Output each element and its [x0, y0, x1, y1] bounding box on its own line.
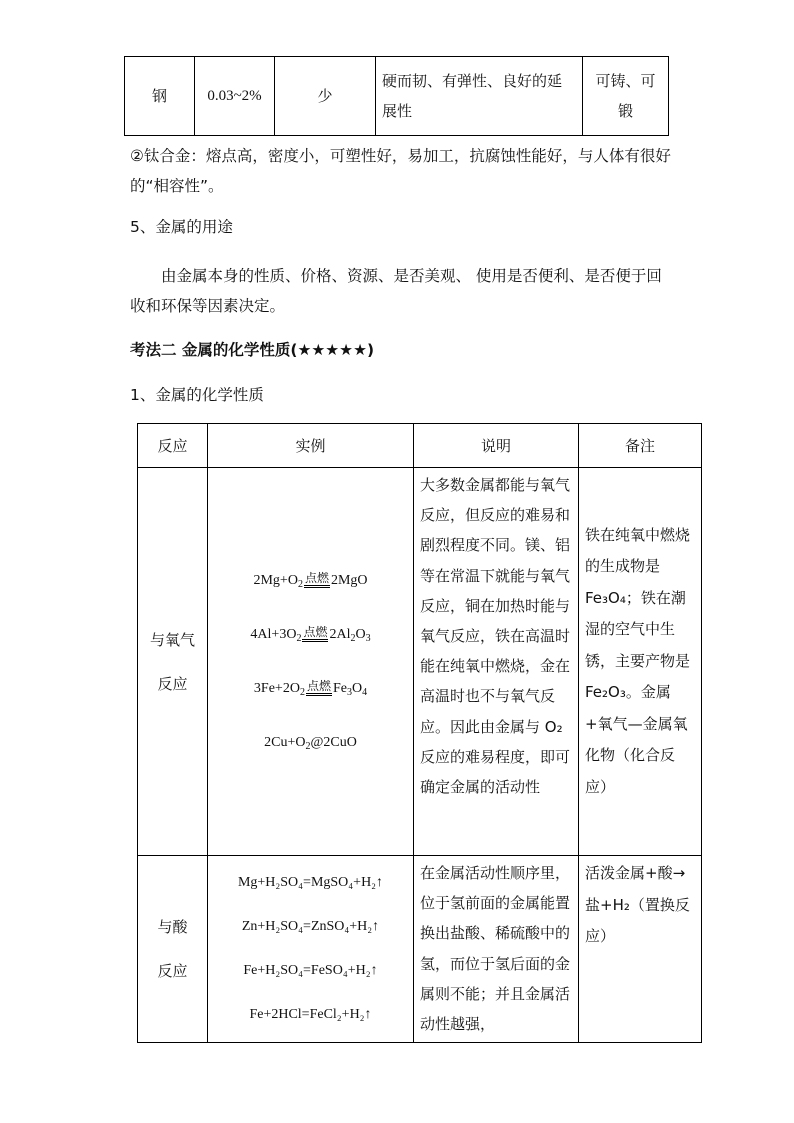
- table-row: [125, 57, 669, 136]
- description: 大多数金属都能与氧气反应，但反应的难易和剧烈程度不同。镁、铝等在常温下就能与氧气反应，铜在加热时能与氧气反应，铁在高温时能在纯氧中燃烧，金在高温时也不与氧气反应。因此由金属与 O₂反应的难易程度，即可确定金属的活动性: [414, 468, 579, 856]
- equation: $2Mg+O_2$ 点燃 2MgO: [253, 570, 368, 590]
- equation: Fe+2HCl=FeCl₂+H₂↑: [249, 1007, 372, 1022]
- equation: Mg+H₂SO₄=MgSO₄+H₂↑: [237, 875, 384, 890]
- alloy-properties: 硬而韧、有弹性、良好的延展性: [376, 57, 583, 136]
- header-reaction: 反应: [138, 424, 208, 468]
- reaction-type-line1: 与酸: [157, 918, 188, 936]
- reaction-type: [138, 856, 208, 1043]
- table-header-row: [138, 424, 702, 468]
- condition-mark: 点燃: [302, 625, 328, 642]
- table-row: [138, 856, 702, 1043]
- description: 在金属活动性顺序里，位于氢前面的金属能置换出盐酸、稀硫酸中的氢，而位于氢后面的金属则不能；并且金属活动性越强，: [414, 856, 579, 1043]
- carbon-content: 0.03~2%: [195, 57, 275, 136]
- header-description: 说明: [414, 424, 579, 468]
- section-heading: 考法二 金属的化学性质(★★★★★): [130, 341, 375, 359]
- subsection-title: 1、金属的化学性质: [130, 386, 264, 404]
- note: 活泼金属+酸→盐+H₂（置换反应）: [579, 856, 702, 1043]
- equation: $2Cu+O_2@2CuO$: [264, 734, 357, 752]
- header-note: 备注: [579, 424, 702, 468]
- equation: $3Fe+2O_2$ 点燃 $Fe_3O_4$: [253, 678, 368, 698]
- note: 铁在纯氧中燃烧的生成物是 Fe₃O₄；铁在潮湿的空气中生锈，主要产物是 Fe₂O₃。金属+氧气—金属氧化物（化合反应）: [579, 468, 702, 856]
- reaction-type-line2: 反应: [157, 674, 188, 693]
- example-equations: [208, 856, 414, 1043]
- header-example: 实例: [208, 424, 414, 468]
- alloy-table: [124, 56, 669, 136]
- impurity-content: 少: [275, 57, 376, 136]
- chemical-properties-table: [137, 423, 702, 1043]
- equation: Zn+H₂SO₄=ZnSO₄+H₂↑: [241, 919, 380, 934]
- condition-mark: 点燃: [306, 679, 332, 696]
- equation: Fe+H₂SO₄=FeSO₄+H₂↑: [243, 963, 378, 978]
- alloy-processing: 可铸、可锻: [583, 57, 669, 136]
- example-equations: [208, 468, 414, 856]
- alloy-name: 钢: [125, 57, 195, 136]
- reaction-type-line2: 反应: [157, 962, 188, 980]
- reaction-type-line1: 与氧气: [149, 630, 195, 649]
- titanium-alloy-note: ②钛合金：熔点高，密度小，可塑性好，易加工，抗腐蚀性能好，与人体有很好的“相容性”。: [130, 147, 671, 195]
- condition-mark: 点燃: [304, 571, 330, 588]
- reaction-type: [138, 468, 208, 856]
- section-5-title: 5、金属的用途: [130, 218, 233, 236]
- equation: $4Al+3O_2$ 点燃 $2Al_2O_3$: [250, 624, 371, 644]
- section-5-body: 由金属本身的性质、价格、资源、是否美观、 使用是否便利、是否便于回收和环保等因素决定。: [130, 267, 662, 315]
- table-row: [138, 468, 702, 856]
